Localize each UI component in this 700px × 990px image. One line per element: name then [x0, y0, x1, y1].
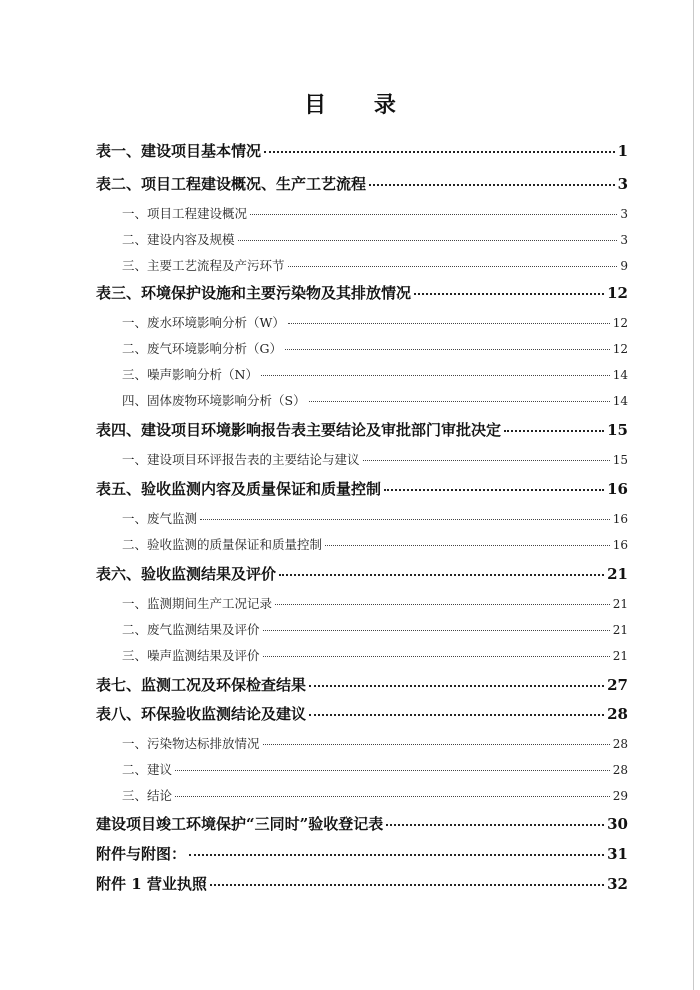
- toc-entry-label: 二、废气环境影响分析（G）: [122, 341, 282, 356]
- toc-entry-label: 三、噪声影响分析（N）: [122, 367, 258, 382]
- dot-leader: [250, 213, 617, 215]
- dot-leader: [189, 853, 604, 856]
- toc-entry-label: 三、主要工艺流程及产污环节: [122, 258, 285, 273]
- dot-leader: [279, 573, 604, 576]
- toc-subentry: [96, 786, 628, 804]
- toc-entry-page: 14: [612, 368, 628, 382]
- toc-subentry: [96, 620, 628, 638]
- toc-subentry: [96, 365, 628, 383]
- toc-entry: [96, 478, 628, 499]
- toc-entry-page: 12: [612, 342, 628, 356]
- dot-leader: [325, 544, 610, 546]
- dot-leader: [275, 603, 610, 605]
- toc-entry-page: 16: [612, 538, 628, 552]
- dot-leader: [363, 459, 610, 461]
- dot-leader: [263, 655, 610, 657]
- toc-entry-page: 14: [612, 394, 628, 408]
- toc-entry-label: 表三、环境保护设施和主要污染物及其排放情况: [96, 284, 412, 302]
- toc-subentry: [96, 646, 628, 664]
- toc-entry-label: 表二、项目工程建设概况、生产工艺流程: [96, 175, 367, 193]
- toc-entry-label: 附件与附图：: [96, 845, 187, 863]
- toc-entry-label: 建设项目竣工环境保护“三同时”验收登记表: [96, 815, 384, 833]
- toc-subentry: [96, 509, 628, 527]
- toc-entry-page: 1: [617, 142, 628, 160]
- dot-leader: [263, 743, 610, 745]
- toc-entry-label: 二、验收监测的质量保证和质量控制: [122, 537, 323, 552]
- toc-entry-page: 30: [607, 815, 628, 833]
- toc-entry-label: 表六、验收监测结果及评价: [96, 565, 277, 583]
- toc-entry-label: 一、废气监测: [122, 511, 198, 526]
- toc-subentry: [96, 734, 628, 752]
- dot-leader: [369, 183, 615, 186]
- dot-leader: [261, 374, 610, 376]
- dot-leader: [210, 883, 604, 886]
- toc-subentry: [96, 594, 628, 612]
- toc-subentry: [96, 313, 628, 331]
- toc-entry-label: 表一、建设项目基本情况: [96, 142, 262, 160]
- toc-entry-label: 三、结论: [122, 788, 173, 803]
- toc-entry-label: 表八、环保验收监测结论及建议: [96, 705, 307, 723]
- toc-entry-page: 21: [612, 597, 628, 611]
- toc-subentry: [96, 230, 628, 248]
- toc-entry-page: 28: [612, 737, 628, 751]
- toc-entry-page: 9: [620, 259, 628, 273]
- toc-entry-page: 21: [612, 649, 628, 663]
- dot-leader: [288, 265, 618, 267]
- dot-leader: [414, 292, 604, 295]
- toc-entry: [96, 813, 628, 834]
- toc-entry-page: 15: [612, 453, 628, 467]
- toc-entry: [96, 563, 628, 584]
- toc-entry-label: 二、废气监测结果及评价: [122, 622, 260, 637]
- toc-entry-label: 表七、监测工况及环保检查结果: [96, 676, 307, 694]
- toc-entry: [96, 843, 628, 864]
- toc-entry-label: 一、污染物达标排放情况: [122, 736, 260, 751]
- dot-leader: [264, 150, 615, 153]
- toc-entry-page: 3: [620, 207, 628, 221]
- toc-subentry: [96, 256, 628, 274]
- toc-entry-label: 表五、验收监测内容及质量保证和质量控制: [96, 480, 382, 498]
- toc-subentry: [96, 391, 628, 409]
- toc-entry-page: 3: [617, 175, 628, 193]
- toc-subentry: [96, 535, 628, 553]
- toc-entry-page: 12: [607, 284, 628, 302]
- dot-leader: [200, 518, 610, 520]
- toc-entry-page: 16: [612, 512, 628, 526]
- toc-entry-page: 21: [607, 565, 628, 583]
- toc-entry-page: 29: [612, 789, 628, 803]
- dot-leader: [309, 400, 610, 402]
- toc-entry-page: 3: [620, 233, 628, 247]
- dot-leader: [309, 684, 604, 687]
- toc-entry-page: 15: [607, 421, 628, 439]
- dot-leader: [175, 769, 610, 771]
- dot-leader: [504, 429, 604, 432]
- toc-entry: [96, 703, 628, 724]
- toc-entry-label: 一、项目工程建设概况: [122, 206, 248, 221]
- dot-leader: [175, 795, 610, 797]
- toc-entry-page: 32: [607, 875, 628, 893]
- toc-entry-label: 一、监测期间生产工况记录: [122, 596, 273, 611]
- toc-entry-page: 12: [612, 316, 628, 330]
- toc-entry-label: 表四、建设项目环境影响报告表主要结论及审批部门审批决定: [96, 421, 502, 439]
- toc-entry-page: 28: [612, 763, 628, 777]
- toc-entry: [96, 419, 628, 440]
- toc-entry-label: 二、建议: [122, 762, 173, 777]
- scan-edge-line: [693, 0, 694, 990]
- toc-entry-page: 28: [607, 705, 628, 723]
- dot-leader: [384, 488, 604, 491]
- toc-subentry: [96, 339, 628, 357]
- toc-subentry: [96, 204, 628, 222]
- dot-leader: [238, 239, 618, 241]
- toc-entry: [96, 873, 628, 894]
- toc-entry-page: 31: [607, 845, 628, 863]
- dot-leader: [386, 823, 604, 826]
- toc-entry-label: 一、建设项目环评报告表的主要结论与建议: [122, 452, 360, 467]
- dot-leader: [309, 713, 604, 716]
- toc-entry: [96, 140, 628, 161]
- dot-leader: [263, 629, 610, 631]
- toc-subentry: [96, 760, 628, 778]
- toc-entry-label: 附件 1 营业执照: [96, 875, 207, 893]
- dot-leader: [285, 348, 610, 350]
- toc-entry-label: 二、建设内容及规模: [122, 232, 235, 247]
- toc-entry: [96, 282, 628, 303]
- toc-entry: [96, 173, 628, 194]
- toc-entry-label: 四、固体废物环境影响分析（S）: [122, 393, 306, 408]
- toc-entry-label: 三、噪声监测结果及评价: [122, 648, 260, 663]
- toc-title: 目 录: [304, 92, 416, 118]
- toc-subentry: [96, 450, 628, 468]
- toc-entry: [96, 674, 628, 695]
- toc-entry-page: 27: [607, 676, 628, 694]
- toc-entry-page: 21: [612, 623, 628, 637]
- dot-leader: [288, 322, 610, 324]
- toc-entry-page: 16: [607, 480, 628, 498]
- toc-entry-label: 一、废水环境影响分析（W）: [122, 315, 285, 330]
